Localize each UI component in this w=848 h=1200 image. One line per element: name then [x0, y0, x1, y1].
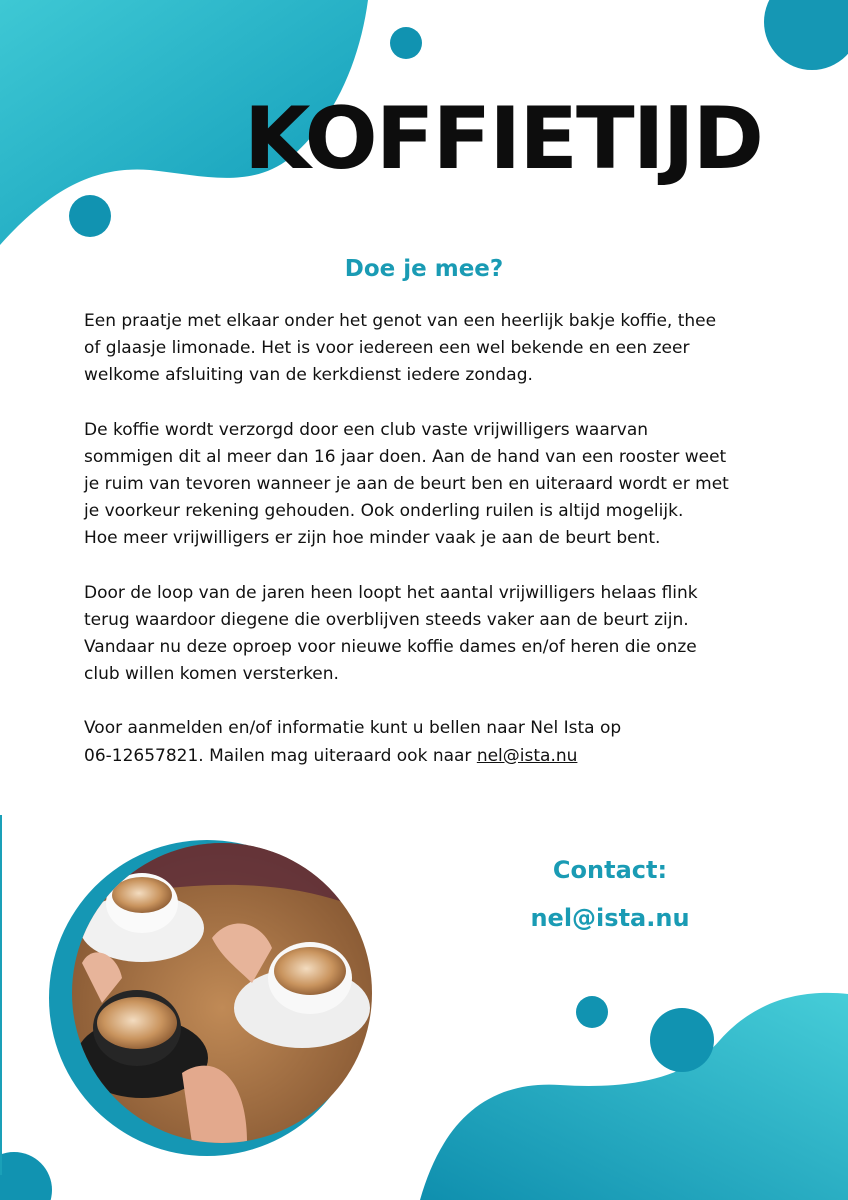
body-text — [84, 308, 774, 797]
paragraph-call — [84, 580, 774, 689]
text-line: Door de loop van de jaren heen loopt het aantal vrijwilligers helaas flink — [84, 582, 698, 603]
text-line-with-email — [84, 743, 774, 770]
left-edge-line — [0, 815, 2, 1175]
text-line: sommigen dit al meer dan 16 jaar doen. Aan de hand van een rooster weet — [84, 446, 727, 467]
top-small-circle — [390, 27, 422, 59]
top-right-circle — [764, 0, 848, 70]
subtitle-heading — [0, 256, 848, 282]
bottom-medium-circle — [650, 1008, 714, 1072]
text-line: welkome afsluiting van de kerkdienst iedere zondag. — [84, 365, 533, 386]
contact-email[interactable]: nel@ista.nu — [530, 904, 690, 932]
left-small-circle — [69, 195, 111, 237]
paragraph-intro — [84, 308, 774, 390]
email-link[interactable]: nel@ista.nu — [476, 745, 578, 766]
coffee-photo — [72, 843, 372, 1143]
text-line: je ruim van tevoren wanneer je aan de beurt ben en uiteraard wordt er met — [84, 474, 729, 495]
page-title: KOFFIETIJD — [243, 89, 762, 189]
paragraph-volunteers — [84, 417, 774, 553]
contact-text: 06-12657821. Mailen mag uiteraard ook naar — [84, 745, 477, 766]
bottom-right-blob — [420, 993, 848, 1200]
text-line: je voorkeur rekening gehouden. Ook onderling ruilen is altijd mogelijk. — [84, 501, 684, 522]
text-line: Vandaar nu deze oproep voor nieuwe koffie dames en/of heren die onze — [84, 637, 697, 658]
bottom-left-circle — [0, 1152, 52, 1200]
contact-label: Contact: — [552, 856, 668, 884]
bottom-small-circle — [576, 996, 608, 1028]
subtitle-text: Doe je mee? — [344, 256, 504, 282]
text-line: Hoe meer vrijwilligers er zijn hoe minder vaak je aan de beurt bent. — [84, 528, 661, 549]
text-line: De koffie wordt verzorgd door een club vaste vrijwilligers waarvan — [84, 419, 649, 440]
text-line: terug waardoor diegene die overblijven steeds vaker aan de beurt zijn. — [84, 609, 689, 630]
coffee-cups-icon — [72, 843, 372, 1143]
text-line: Een praatje met elkaar onder het genot van een heerlijk bakje koffie, thee — [84, 311, 717, 331]
text-line: club willen komen versterken. — [84, 664, 339, 685]
paragraph-contact — [84, 715, 774, 769]
text-line: of glaasje limonade. Het is voor iedereen een wel bekende en een zeer — [84, 338, 690, 359]
text-line: Voor aanmelden en/of informatie kunt u bellen naar Nel Ista op — [84, 718, 622, 739]
